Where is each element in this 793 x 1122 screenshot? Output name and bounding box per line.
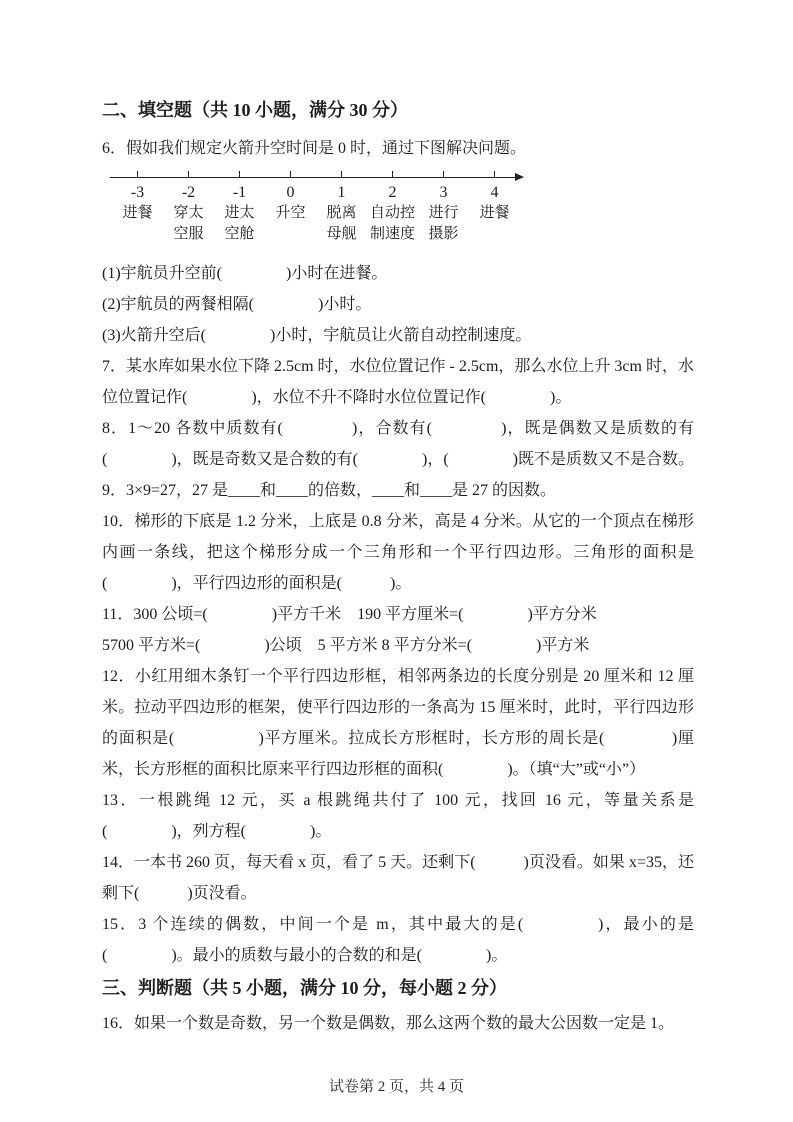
- tick-label: 进太: [224, 205, 255, 221]
- tick-neg1: [214, 168, 265, 245]
- tick-mark: [392, 171, 393, 178]
- tick-value: -1: [232, 184, 247, 201]
- tick-value: 2: [388, 184, 397, 201]
- tick-2: [367, 168, 418, 245]
- question-12: 12．小红用细木条钉一个平行四边形框，相邻两条边的长度分别是 20 厘米和 12 厘米。拉动平四边形的框架，使平行四边形的一条高为 15 厘米时，此时，平行四边形的面积是( )平方厘米。拉成长方形框时，长方形的周长是( )厘米，长方形框的面积比原来平行四边形框的面积( )。（填“大”或“小”）: [102, 668, 694, 778]
- tick-value: 1: [337, 184, 346, 201]
- tick-mark: [290, 171, 291, 178]
- tick-value: -3: [130, 184, 145, 201]
- section-judge-heading: 三、判断题（共 5 小题，满分 10 分，每小题 2 分）: [102, 978, 507, 998]
- tick-mark: [188, 171, 189, 178]
- tick-value: 4: [490, 184, 499, 201]
- tick-label: 自动控: [369, 205, 415, 221]
- tick-mark: [137, 171, 138, 178]
- tick-label: 进餐: [122, 205, 153, 221]
- page-footer: 试卷第 2 页，共 4 页: [328, 1079, 464, 1095]
- tick-label: 进行: [428, 205, 459, 221]
- number-line-ticks: [112, 168, 520, 245]
- question-8: 8．1～20 各数中质数有( )，合数有( )，既是偶数又是质数的有( )，既是奇数又是合数的有( )，( )既不是质数又不是合数。: [102, 420, 694, 468]
- question-10: 10．梯形的下底是 1.2 分米，上底是 0.8 分米，高是 4 分米。从它的一个顶点在梯形内画一条线，把这个梯形分成一个三角形和一个平行四边形。三角形的面积是( )，平行四边形的面积是( )。: [102, 513, 694, 592]
- question-14: 14．一本书 260 页，每天看 x 页，看了 5 天。还剩下( )页没看。如果 x=35，还剩下( )页没看。: [102, 854, 694, 902]
- tick-label: 制速度: [369, 226, 415, 242]
- tick-label: 空舱: [224, 226, 255, 242]
- tick-neg2: [163, 168, 214, 245]
- question-13: 13．一根跳绳 12 元，买 a 根跳绳共付了 100 元，找回 16 元，等量关系是( )，列方程( )。: [102, 792, 694, 840]
- tick-value: -2: [181, 184, 196, 201]
- tick-value: 0: [286, 184, 295, 201]
- tick-1: [316, 168, 367, 245]
- question-6-part-2: (2)宇航员的两餐相隔( )小时。: [102, 296, 372, 313]
- tick-0: [265, 168, 316, 245]
- tick-mark: [494, 171, 495, 178]
- tick-4: [469, 168, 520, 245]
- tick-label: 穿太: [173, 205, 204, 221]
- question-6-part-1: (1)宇航员升空前( )小时在进餐。: [102, 265, 388, 282]
- tick-value: 3: [439, 184, 448, 201]
- tick-mark: [443, 171, 444, 178]
- tick-mark: [341, 171, 342, 178]
- question-6-part-3: (3)火箭升空后( )小时，宇航员让火箭自动控制速度。: [102, 327, 532, 344]
- question-11-line-2: 5700 平方米=( )公顷 5 平方米 8 平方分米=( )平方米: [102, 637, 590, 654]
- tick-label: 升空: [275, 205, 306, 221]
- tick-3: [418, 168, 469, 245]
- question-15: 15．3 个连续的偶数，中间一个是 m，其中最大的是( )，最小的是( )。最小的质数与最小的合数的和是( )。: [102, 916, 694, 964]
- tick-label: 空服: [173, 226, 204, 242]
- tick-label: 母舰: [326, 226, 357, 242]
- tick-mark: [239, 171, 240, 178]
- question-11-line-1: 11．300 公顷=( )平方千米 190 平方厘米=( )平方分米: [102, 606, 597, 623]
- section-fill-heading: 二、填空题（共 10 小题，满分 30 分）: [102, 100, 408, 120]
- question-6-intro: 6．假如我们规定火箭升空时间是 0 时，通过下图解决问题。: [102, 140, 527, 157]
- number-line: [102, 168, 694, 252]
- tick-label: 进餐: [479, 205, 510, 221]
- tick-neg3: [112, 168, 163, 245]
- question-9: 9．3×9=27，27 是____和____的倍数，____和____是 27 的因数。: [102, 482, 557, 499]
- question-7: 7．某水库如果水位下降 2.5cm 时，水位位置记作 - 2.5cm，那么水位上升 3cm 时，水位位置记作( )，水位不升不降时水位位置记作( )。: [102, 358, 694, 406]
- tick-label: 摄影: [428, 226, 459, 242]
- question-16: 16．如果一个数是奇数，另一个数是偶数，那么这两个数的最大公因数一定是 1。: [102, 1015, 675, 1032]
- exam-content: [102, 95, 694, 1039]
- tick-label: 脱离: [326, 205, 357, 221]
